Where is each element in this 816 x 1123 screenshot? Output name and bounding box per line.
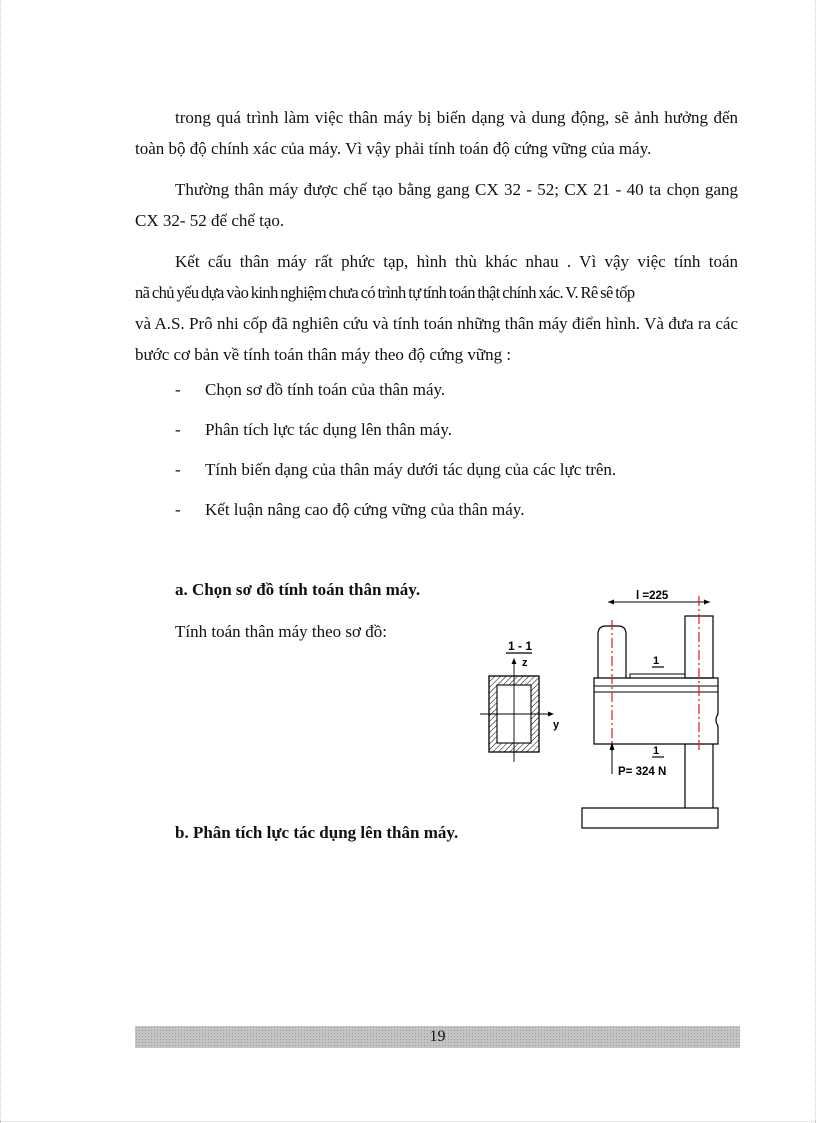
- dimension-label: l =225: [636, 590, 669, 602]
- bullet-dash: -: [175, 420, 181, 439]
- page-bottom-edge: [0, 1121, 816, 1122]
- list-item: [135, 420, 738, 460]
- list-item: [135, 380, 738, 420]
- bullet-dash: -: [175, 460, 181, 479]
- paragraph-structure: [135, 246, 738, 370]
- paragraph-structure-line3: và A.S. Prô nhi cốp đã nghiên cứu và tính toán những thân máy điển hình. Và đưa ra các bước cơ bản về tính toán thân máy theo độ cứng vững :: [135, 314, 738, 364]
- paragraph-structure-line2: nã chủ yếu dựa vào kinh nghiệm chưa có trình tự tính toán thật chính xác. V. Rê sê tốp: [135, 283, 635, 302]
- paragraph-structure-line1: Kết cấu thân máy rất phức tạp, hình thù khác nhau . Vì vậy việc tính toán: [175, 252, 738, 271]
- dimension-arrow-right: [704, 600, 710, 605]
- steps-list: [135, 380, 738, 540]
- page-number: 19: [429, 1028, 446, 1045]
- section-b-heading: b. Phân tích lực tác dụng lên thân máy.: [175, 823, 459, 842]
- cross-section-1-1: [480, 639, 560, 762]
- bullet-dash: -: [175, 380, 181, 399]
- force-arrow: [610, 742, 615, 750]
- z-axis-arrow: [512, 658, 517, 664]
- dimension-arrow-left: [608, 600, 614, 605]
- z-axis-label: z: [522, 657, 528, 669]
- section-label: 1 - 1: [508, 639, 533, 653]
- force-label: P= 324 N: [618, 766, 667, 778]
- cut-label-top: 1: [653, 655, 660, 667]
- bullet-dash: -: [175, 500, 181, 519]
- paragraph-deformation: trong quá trình làm việc thân máy bị biến dạng và dung động, sẽ ảnh hưởng đến toàn bộ độ chính xác của máy. Vì vậy phải tính toán độ cứng vững của máy.: [135, 108, 738, 158]
- paragraph-material: Thường thân máy được chế tạo bằng gang CX 32 - 52; CX 21 - 40 ta chọn gang CX 32- 52 để chế tạo.: [135, 180, 738, 230]
- list-item: [135, 460, 738, 500]
- list-item-text: Chọn sơ đồ tính toán của thân máy.: [205, 380, 446, 399]
- machine-base: [582, 808, 718, 828]
- cut-label-bottom: 1: [653, 745, 660, 757]
- list-item-text: Tính biến dạng của thân máy dưới tác dụng của các lực trên.: [205, 460, 617, 479]
- list-item: [135, 500, 738, 540]
- machine-side-view: [582, 590, 718, 828]
- y-axis-label: y: [553, 719, 560, 731]
- page-footer: [135, 1026, 740, 1048]
- list-item-text: Kết luận nâng cao độ cứng vững của thân máy.: [205, 500, 525, 519]
- list-item-text: Phân tích lực tác dụng lên thân máy.: [205, 420, 452, 439]
- section-a-heading: a. Chọn sơ đồ tính toán thân máy.: [175, 580, 421, 599]
- y-axis-arrow: [548, 712, 554, 717]
- machine-body-diagram: [470, 582, 730, 837]
- document-body: [135, 102, 738, 540]
- section-a-text: Tính toán thân máy theo sơ đồ:: [175, 622, 388, 641]
